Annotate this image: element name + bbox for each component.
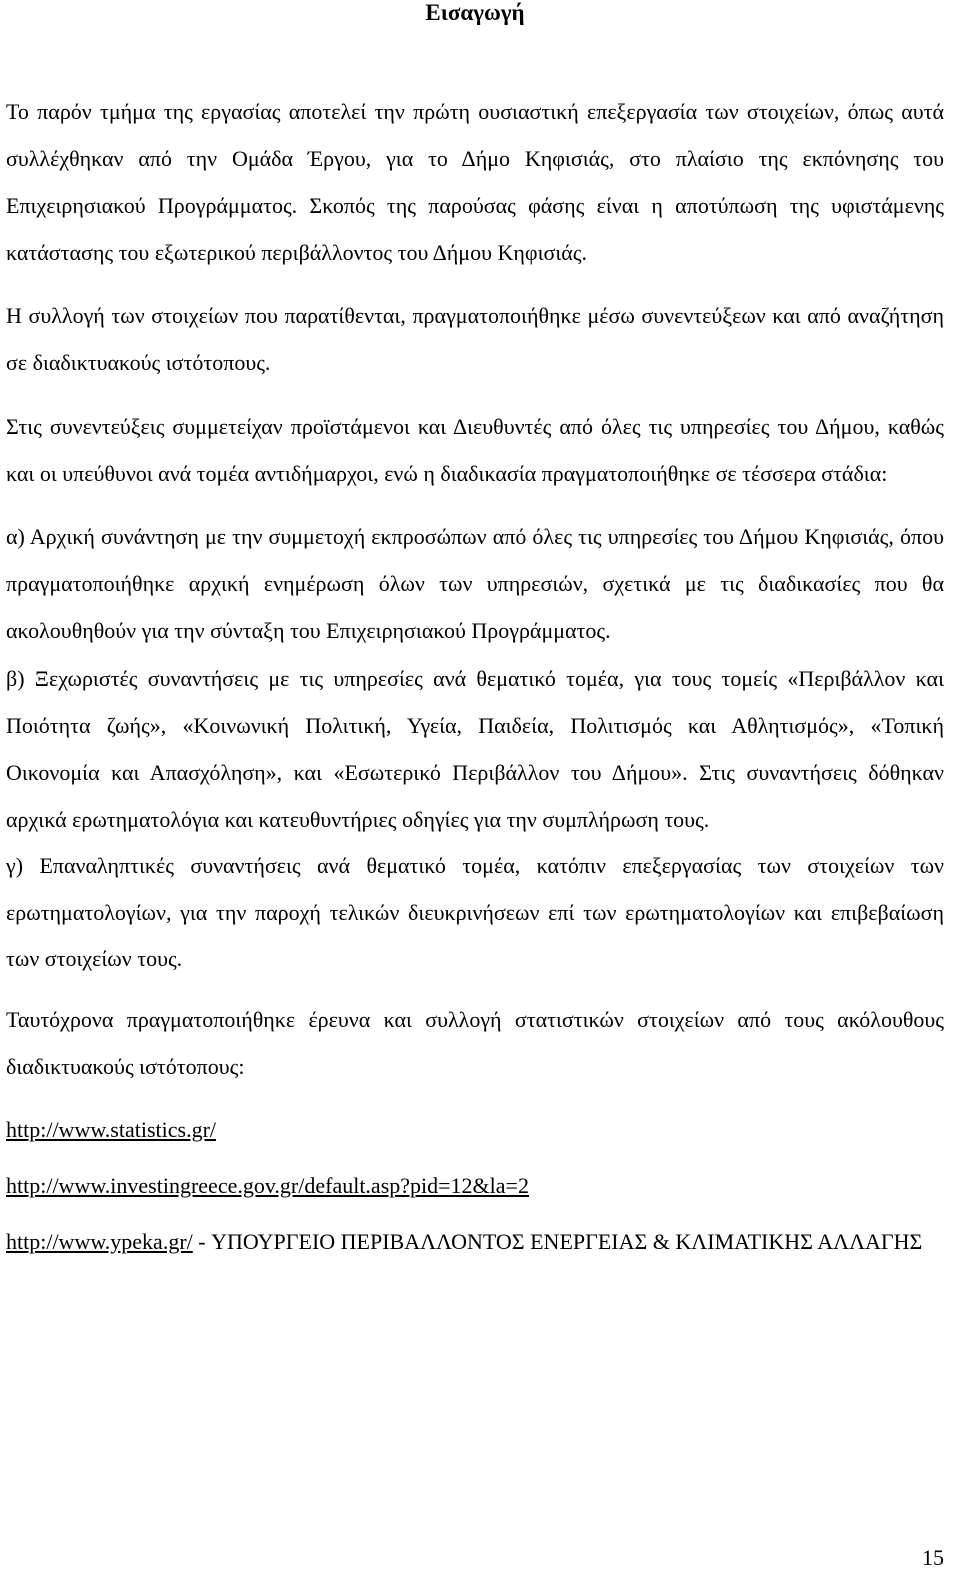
paragraph-stage-b: β) Ξεχωριστές συναντήσεις με τις υπηρεσίες ανά θεματικό τομέα, για τους τομείς «Περιβάλλον και Ποιότητα ζωής», «Κοινωνική Πολιτική, Υγεία, Παιδεία, Πολιτισμός και Αθλητισμός», «Τοπική Οικονομία και Απασχόληση», και «Εσωτερικό Περιβάλλον του Δήμου». Στις συναντήσεις δόθηκαν αρχικά ερωτηματολόγια και κατευθυντήριες οδηγίες για την συμπλήρωση τους. [6, 666, 944, 832]
link-list [6, 1102, 944, 1257]
paragraph-statistics: Ταυτόχρονα πραγματοποιήθηκε έρευνα και συλλογή στατιστικών στοιχείων από τους ακόλουθους διαδικτυακούς ιστότοπους: [6, 1006, 944, 1079]
link-investing[interactable]: http://www.investingreece.gov.gr/default.asp?pid=12&la=2 [6, 1172, 529, 1198]
document-page [6, 0, 944, 1257]
link-row-ypeka [6, 1214, 944, 1257]
ypeka-description: - ΥΠΟΥΡΓΕΙΟ ΠΕΡΙΒΑΛΛΟΝΤΟΣ ΕΝΕΡΓΕΙΑΣ & ΚΛΙΜΑΤΙΚΗΣ ΑΛΛΑΓΗΣ [192, 1228, 923, 1254]
page-number: 15 [922, 1545, 944, 1570]
link-ypeka[interactable]: http://www.ypeka.gr/ [6, 1228, 193, 1254]
paragraph-collection: Η συλλογή των στοιχείων που παρατίθενται, πραγματοποιήθηκε μέσω συνεντεύξεων και από αναζήτηση σε διαδικτυακούς ιστότοπους. [6, 303, 944, 375]
paragraph-stage-c: γ) Επαναληπτικές συναντήσεις ανά θεματικό τομέα, κατόπιν επεξεργασίας των στοιχείων των ερωτηματολογίων, για την παροχή τελικών διευκρινήσεων επί των ερωτηματολογίων και επιβεβαίωση των στοιχείων τους. [6, 853, 944, 971]
paragraph-intro: Το παρόν τμήμα της εργασίας αποτελεί την πρώτη ουσιαστική επεξεργασία των στοιχείων, όπως αυτά συλλέχθηκαν από την Ομάδα Έργου, για το Δήμο Κηφισιάς, στο πλαίσιο της εκπόνησης του Επιχειρησιακού Προγράμματος. Σκοπός της παρούσας φάσης είναι η αποτύπωση της υφιστάμενης κατάστασης του εξωτερικού περιβάλλοντος του Δήμου Κηφισιάς. [6, 99, 944, 265]
paragraph-stage-a: α) Αρχική συνάντηση με την συμμετοχή εκπροσώπων από όλες τις υπηρεσίες του Δήμου Κηφισιάς, όπου πραγματοποιήθηκε αρχική ενημέρωση όλων των υπηρεσιών, σχετικά με τις διαδικασίες που θα ακολουθηθούν για την σύνταξη του Επιχειρησιακού Προγράμματος. [6, 524, 944, 643]
link-statistics[interactable]: http://www.statistics.gr/ [6, 1116, 217, 1142]
link-row-investing [6, 1158, 944, 1214]
paragraph-interviews: Στις συνεντεύξεις συμμετείχαν προϊστάμενοι και Διευθυντές από όλες τις υπηρεσίες του Δήμου, καθώς και οι υπεύθυνοι ανά τομέα αντιδήμαρχοι, ενώ η διαδικασία πραγματοποιήθηκε σε τέσσερα στάδια: [6, 414, 944, 486]
link-row-statistics [6, 1102, 944, 1158]
page-title: Εισαγωγή [425, 0, 525, 25]
